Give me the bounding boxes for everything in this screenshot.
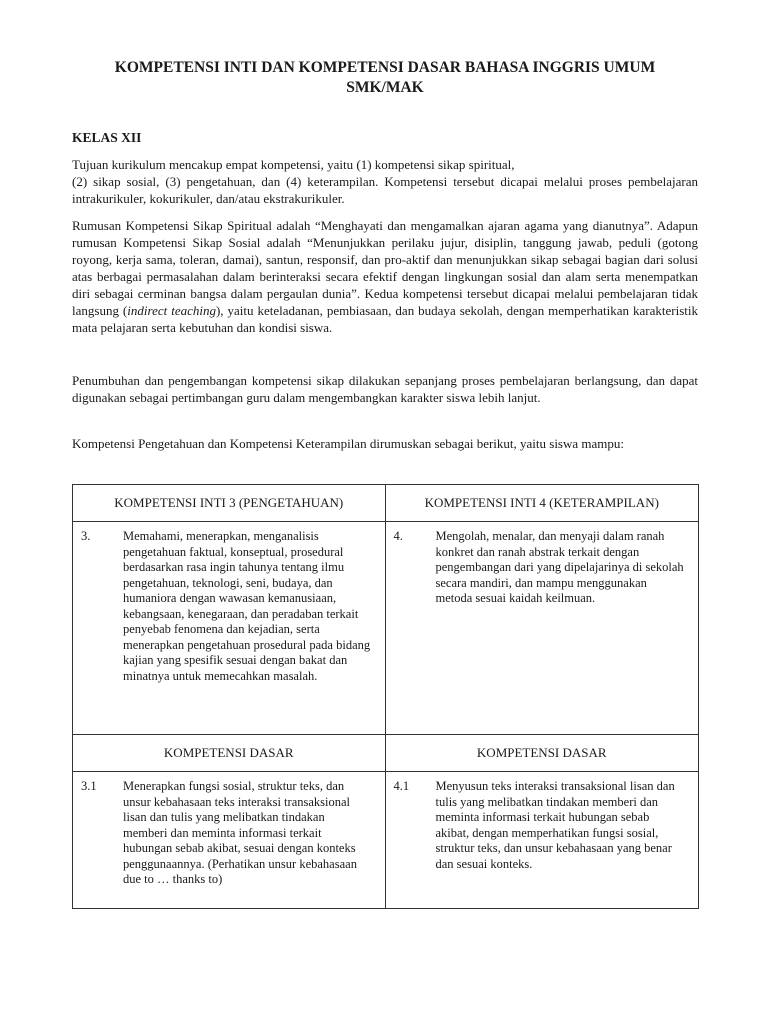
ki3-number: 3. bbox=[81, 529, 91, 543]
ki4-cell bbox=[385, 522, 699, 735]
title-line-2: SMK/MAK bbox=[346, 79, 424, 96]
paragraph-2-text-a: Rumusan Kompetensi Sikap Spiritual adalah “Menghayati dan mengamalkan ajaran agama yang dianutnya”. Adapun rumusan Kompetensi Sikap Sosial adalah “Menunjukkan perilaku jujur, disiplin, tanggung jawab, peduli (gotong royong, kerja sama, toleran, damai), santun, responsif, dan pro-aktif dan menunjukkan sikap sebagai bagian dari solusi atas berbagai permasalahan dalam berinteraksi secara efektif dengan lingkungan sosial dan alam serta menempatkan diri sebagai cerminan bangsa dalam pergaulan dunia”. Kedua kompetensi tersebut dicapai melalui pembelajaran tidak langsung ( bbox=[72, 218, 698, 318]
paragraph-2-text-b: ), yaitu keteladanan, pembiasaan, dan budaya sekolah, dengan memperhatikan karakteristik mata pelajaran serta kebutuhan dan kondisi siswa. bbox=[72, 303, 698, 335]
kd-header-left: KOMPETENSI DASAR bbox=[73, 735, 386, 772]
paragraph-attitude-competence bbox=[72, 217, 698, 336]
competence-table bbox=[72, 484, 699, 909]
ki3-cell bbox=[73, 522, 386, 735]
kd31-number: 3.1 bbox=[81, 779, 97, 793]
class-heading: KELAS XII bbox=[72, 130, 142, 145]
kd41-number: 4.1 bbox=[393, 779, 410, 793]
paragraph-attitude-development: Penumbuhan dan pengembangan kompetensi sikap dilakukan sepanjang proses pembelajaran berlangsung, dan dapat digunakan sebagai pertimbangan guru dalam mengembangkan karakter siswa lebih lanjut. bbox=[72, 373, 698, 405]
paragraph-2-italic: indirect teaching bbox=[127, 303, 216, 318]
ki4-header: KOMPETENSI INTI 4 (KETERAMPILAN) bbox=[385, 485, 699, 522]
ki3-header: KOMPETENSI INTI 3 (PENGETAHUAN) bbox=[73, 485, 386, 522]
kd31-cell bbox=[73, 772, 386, 909]
paragraph-competence-intro: Kompetensi Pengetahuan dan Kompetensi Keterampilan dirumuskan sebagai berikut, yaitu siswa mampu: bbox=[72, 436, 625, 451]
ki4-number: 4. bbox=[393, 529, 403, 543]
kd31-text: Menerapkan fungsi sosial, struktur teks, dan unsur kebahasaan teks interaksi transaksional lisan dan tulis yang melibatkan tindakan memberi dan meminta informasi terkait hubungan sebab akibat, sesuai dengan konteks penggunaannya. (Perhatikan unsur kebahasaan due to … thanks to) bbox=[123, 779, 357, 886]
document-title bbox=[72, 58, 698, 98]
kd41-text: Menyusun teks interaksi transaksional lisan dan tulis yang melibatkan tindakan memberi dan meminta informasi terkait hubungan sebab akibat, dengan memperhatikan fungsi sosial, struktur teks, dan unsur kebahasaan yang benar dan sesuai konteks. bbox=[435, 779, 675, 871]
title-line-1: KOMPETENSI INTI DAN KOMPETENSI DASAR BAHASA INGGRIS UMUM bbox=[114, 59, 656, 76]
ki4-text: Mengolah, menalar, dan menyaji dalam ranah konkret dan ranah abstrak terkait dengan pengembangan dari yang dipelajarinya di sekolah secara mandiri, dan mampu menggunakan metoda sesuai kaidah keilmuan. bbox=[435, 529, 684, 605]
paragraph-1-line-2: (2) sikap sosial, (3) pengetahuan, dan (4) keterampilan. Kompetensi tersebut dicapai melalui proses pembelajaran intrakurikuler, kokurikuler, dan/atau ekstrakurikuler. bbox=[72, 174, 698, 206]
paragraph-1-line-1: Tujuan kurikulum mencakup empat kompetensi, yaitu (1) kompetensi sikap spiritual, bbox=[72, 157, 515, 172]
paragraph-curriculum-goals bbox=[72, 156, 698, 207]
kd-header-right: KOMPETENSI DASAR bbox=[385, 735, 699, 772]
kd41-cell bbox=[385, 772, 699, 909]
ki3-text: Memahami, menerapkan, menganalisis pengetahuan faktual, konseptual, prosedural berdasarkan rasa ingin tahunya tentang ilmu pengetahuan, teknologi, seni, budaya, dan humaniora dengan wawasan kemanusiaan, kebangsaan, kenegaraan, dan peradaban terkait penyebab fenomena dan kejadian, serta menerapkan pengetahuan prosedural pada bidang kajian yang spesifik sesuai dengan bakat dan minatnya untuk memecahkan masalah. bbox=[123, 529, 371, 683]
